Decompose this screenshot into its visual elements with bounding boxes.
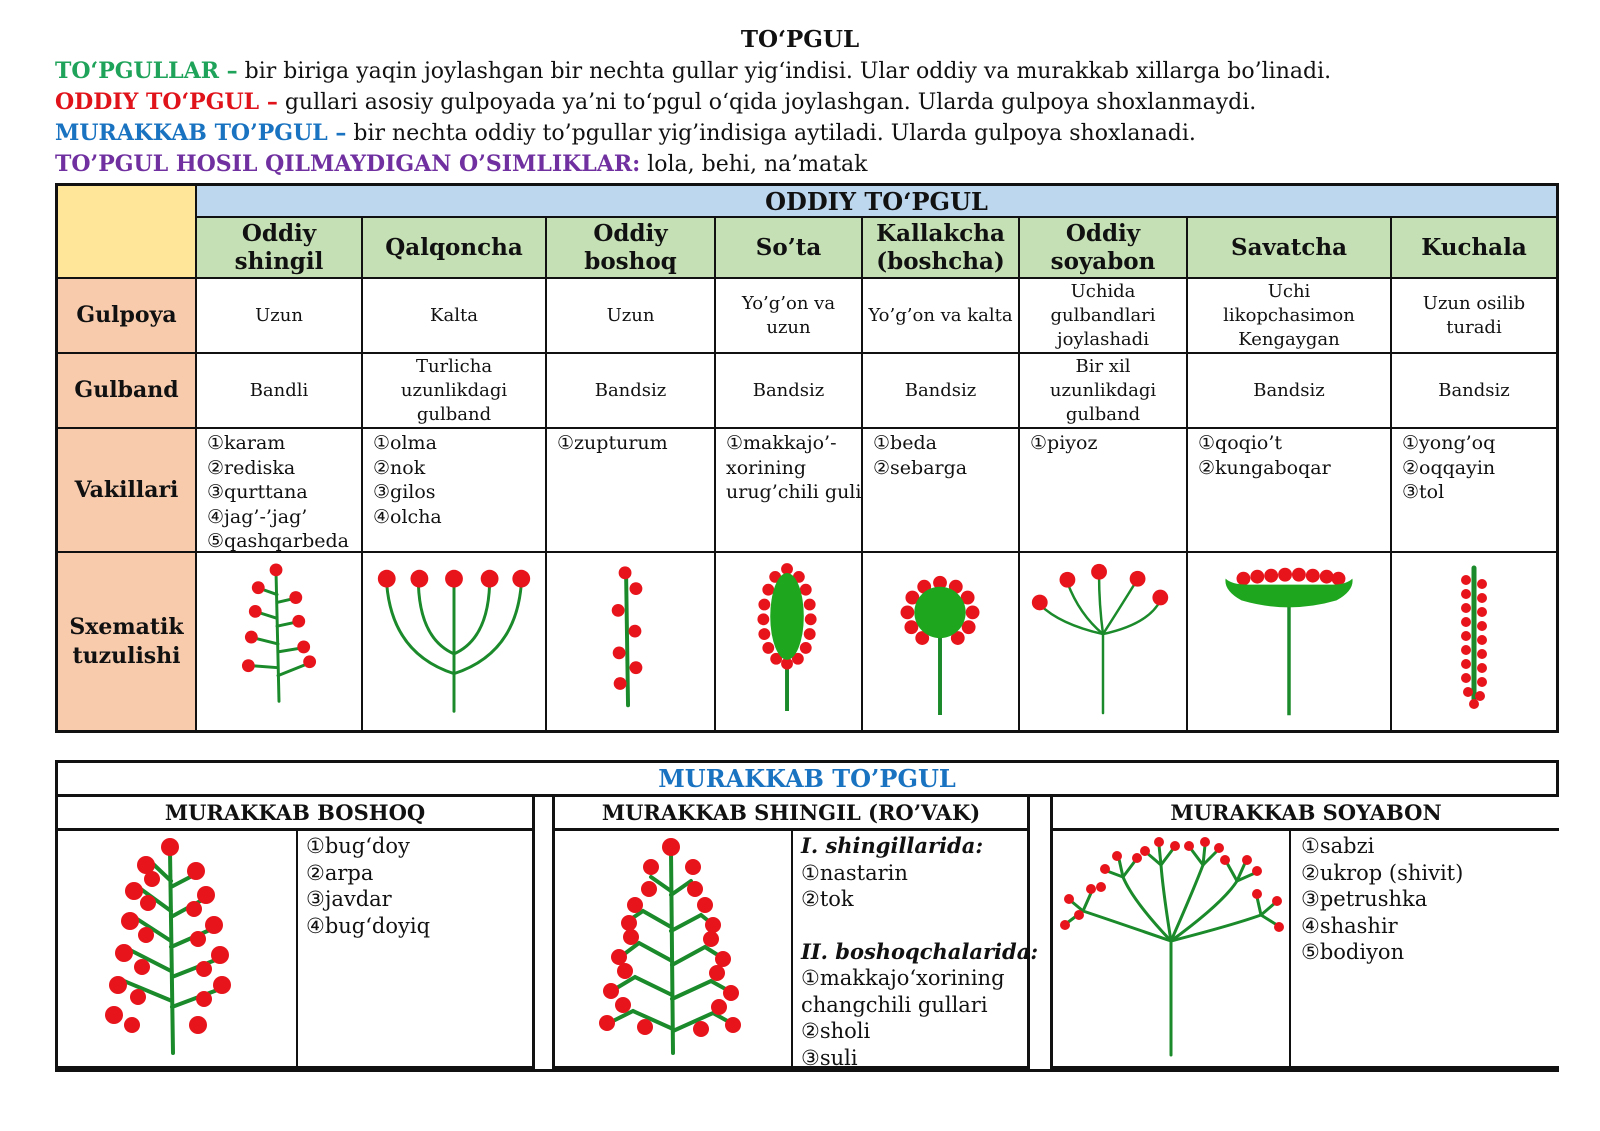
vakillari-cell: ①beda ②sebarga (863, 429, 1020, 553)
gulpoya-cell: Yo’g’on va kalta (863, 279, 1020, 354)
table-corner (58, 186, 197, 279)
gulband-cell: Bandsiz (716, 354, 863, 429)
umbel-diagram (1020, 554, 1186, 729)
type-header: Oddiy boshoq (547, 218, 716, 279)
gulband-cell: Bandsiz (1188, 354, 1392, 429)
vakillari-cell: ①olma ②nok ③gilos ④olcha (363, 429, 547, 553)
raceme-diagram (197, 554, 361, 729)
page-title: TO‘PGUL (740, 26, 860, 53)
gulpoya-cell: Uzun osilib turadi (1392, 279, 1556, 354)
row-label-sxematik: Sxematik tuzulishi (58, 553, 197, 730)
murakkab-shingil-box (552, 797, 1039, 1070)
murakkab-soyabon-list: ①sabzi ②ukrop (shivit) ③petrushka ④shashir ⑤bodiyon (1301, 834, 1464, 964)
compound-header: MURAKKAB TO’PGUL (58, 763, 1556, 797)
row-label-vakillari: Vakillari (58, 429, 197, 553)
gulband-cell: Bandsiz (1392, 354, 1556, 429)
vakillari-cell: ①karam ②rediska ③qurttana ④jag’-’jag’ ⑤qashqarbeda (197, 429, 363, 553)
schema-oddiy-shingil (197, 553, 363, 730)
murakkab-soyabon-title: MURAKKAB SOYABON (1053, 797, 1559, 831)
gulband-cell: Bandli (197, 354, 363, 429)
vakillari-cell: ①qoqio’t ②kungaboqar (1188, 429, 1392, 553)
gulband-cell: Bir xil uzunlikdagi gulband (1020, 354, 1188, 429)
definition-murakkab: MURAKKAB TO’PGUL – bir nechta oddiy to’pgullar yig’indisiga aytiladi. Ularda gulpoya shoxlanadi. (55, 120, 1196, 146)
murakkab-shingil-image (555, 831, 793, 1066)
definition-topgullar: TO‘PGULLAR – bir biriga yaqin joylashgan bir nechta gullar yig‘indisi. Ular oddiy va murakkab xillarga bo’linadi. (55, 58, 1332, 84)
gulpoya-cell: Uzun (197, 279, 363, 354)
gulpoya-cell: Yo’g’on va uzun (716, 279, 863, 354)
basket-diagram (1188, 554, 1390, 729)
schema-savatcha (1188, 553, 1392, 730)
schema-sota (716, 553, 863, 730)
gulpoya-cell: Uzun (547, 279, 716, 354)
simple-inflorescence-table (55, 183, 1559, 733)
type-header: Oddiy shingil (197, 218, 363, 279)
schema-oddiy-boshoq (547, 553, 716, 730)
vakillari-cell: ①yong’oq ②oqqayin ③tol (1392, 429, 1556, 553)
panicle-diagram (555, 831, 791, 1067)
type-header: So’ta (716, 218, 863, 279)
corymb-diagram (363, 554, 545, 729)
catkin-diagram (1392, 554, 1556, 729)
type-header: Savatcha (1188, 218, 1392, 279)
vakillari-cell: ①piyoz (1020, 429, 1188, 553)
gulpoya-cell: Uchida gulbandlari joylashadi (1020, 279, 1188, 354)
spadix-diagram (716, 554, 861, 729)
murakkab-boshoq-image (58, 831, 298, 1066)
vakillari-cell: ①makkajo’- xorining urug’chili guli (716, 429, 863, 553)
compound-umbel-diagram (1053, 831, 1289, 1067)
row-label-gulpoya: Gulpoya (58, 279, 197, 354)
murakkab-boshoq-title: MURAKKAB BOSHOQ (58, 797, 532, 831)
type-header: Kallakcha (boshcha) (863, 218, 1020, 279)
vakillari-cell: ①zupturum (547, 429, 716, 553)
compound-inflorescence-table (55, 760, 1559, 1072)
type-header: Oddiy soyabon (1020, 218, 1188, 279)
definition-oddiy: ODDIY TO‘PGUL – gullari asosiy gulpoyada ya’ni to‘pgul o‘qida joylashgan. Ularda gulpoya shoxlanmaydi. (55, 89, 1257, 115)
schema-kallakcha (863, 553, 1020, 730)
type-header: Qalqoncha (363, 218, 547, 279)
type-header: Kuchala (1392, 218, 1556, 279)
schema-kuchala (1392, 553, 1556, 730)
capitulum-diagram (863, 554, 1018, 729)
murakkab-boshoq-list: ①bug‘doy ②arpa ③javdar ④bug‘doyiq (306, 834, 431, 938)
murakkab-soyabon-box (1050, 797, 1559, 1069)
schema-qalqoncha (363, 553, 547, 730)
murakkab-shingil-list: I. shingillarida: ①nastarin ②tok II. boshoqchalarida: ①makkajo‘xorining changchili gullari ②sholi ③suli (801, 833, 1039, 1070)
gulband-cell: Bandsiz (863, 354, 1020, 429)
gulpoya-cell: Uchi likopchasimon Kengaygan (1188, 279, 1392, 354)
spike-diagram (547, 554, 714, 729)
gulpoya-cell: Kalta (363, 279, 547, 354)
gulband-cell: Turlicha uzunlikdagi gulband (363, 354, 547, 429)
murakkab-soyabon-image (1053, 831, 1291, 1066)
schema-oddiy-soyabon (1020, 553, 1188, 730)
gulband-cell: Bandsiz (547, 354, 716, 429)
row-label-gulband: Gulband (58, 354, 197, 429)
compound-spike-diagram (58, 831, 296, 1067)
murakkab-shingil-title: MURAKKAB SHINGIL (RO’VAK) (555, 797, 1027, 831)
murakkab-boshoq-box (55, 797, 535, 1069)
definition-no-inflorescence: TO’PGUL HOSIL QILMAYDIGAN O’SIMLIKLAR: lola, behi, na’matak (55, 151, 868, 177)
simple-header: ODDIY TO‘PGUL (197, 186, 1556, 218)
